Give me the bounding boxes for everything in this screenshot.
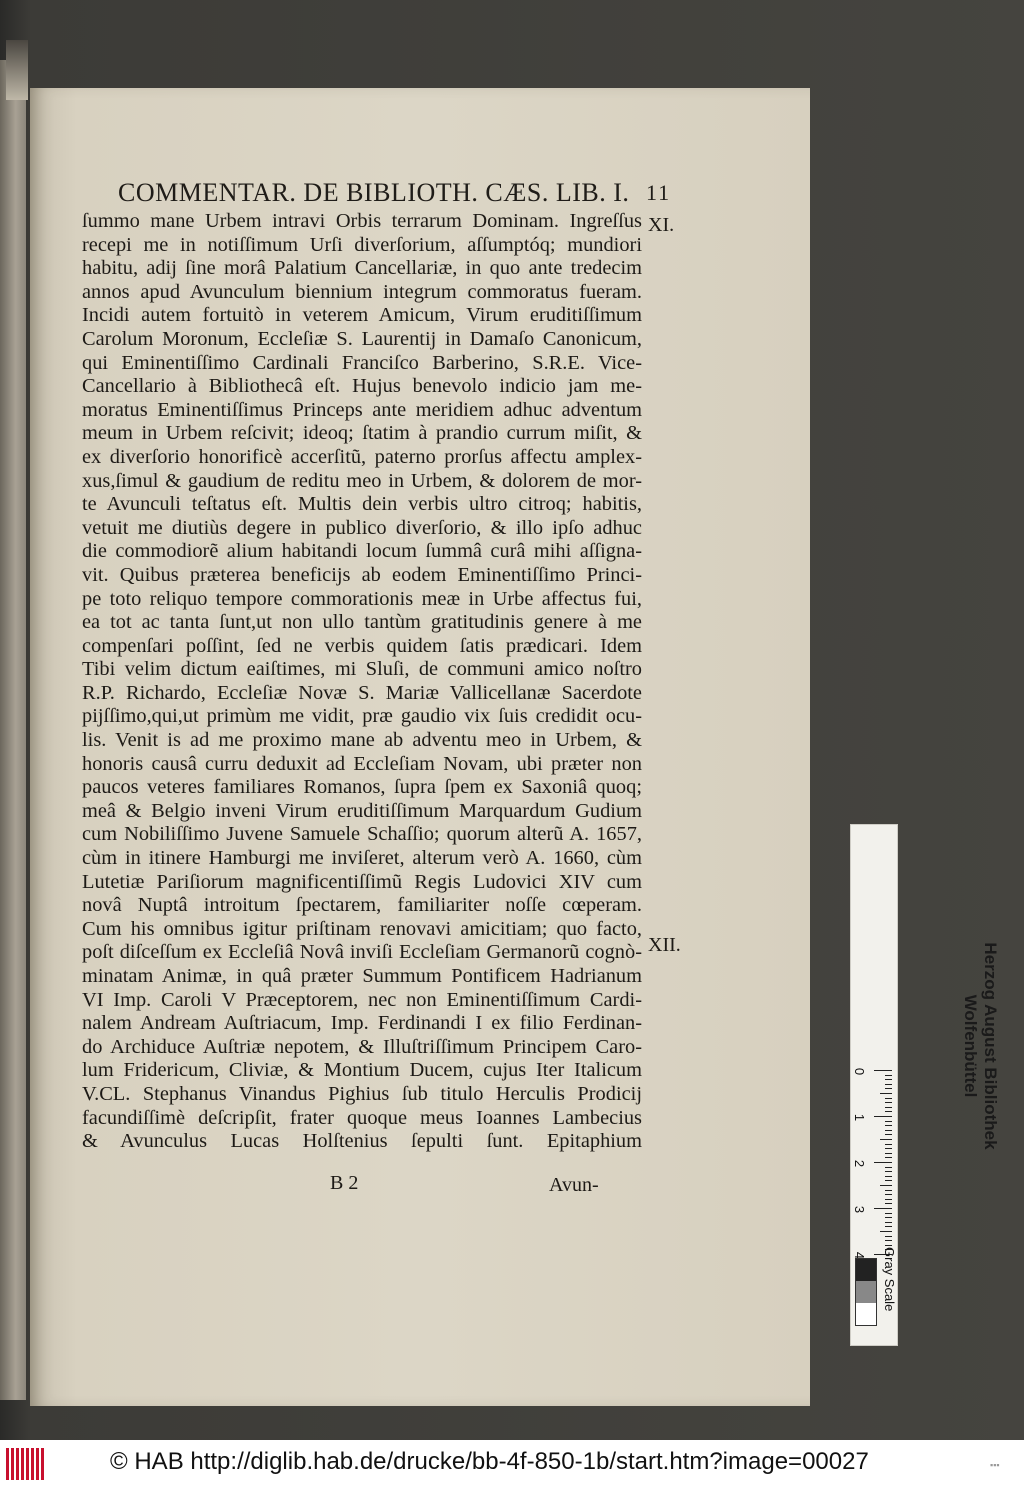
ruler-tick <box>885 1240 892 1241</box>
text-line: honoris causâ curru deduxit ad Eccleſiam Novam, ubi præter non <box>82 752 642 775</box>
ruler-tick <box>885 1222 892 1223</box>
text-line: Incidi autem fortuitò in veterem Amicum, Virum eruditiſſimum <box>82 304 642 327</box>
text-line: nalem Andream Auſtriacum, Imp. Ferdinandi I ex filio Ferdinan- <box>82 1012 642 1035</box>
library-city: Wolfenbüttel <box>961 994 980 1098</box>
library-name: Herzog August Bibliothek <box>981 942 1000 1150</box>
ruler-tick <box>874 1162 892 1163</box>
ruler-tick <box>880 1231 892 1232</box>
text-line: R.P. Richardo, Eccleſiæ Novæ S. Mariæ Vallicellanæ Sacerdote <box>82 681 642 704</box>
text-line: ex diverſorio honorificè accerſitũ, paterno prorſus affectu amplex- <box>82 445 642 468</box>
ruler-tick <box>885 1125 892 1126</box>
ruler-tick <box>885 1245 892 1246</box>
running-head: COMMENTAR. DE BIBLIOTH. CÆS. LIB. I. <box>118 178 630 207</box>
margin-note-xii: XII. <box>648 934 681 956</box>
text-line: vit. Quibus præterea beneficijs ab eodem Eminentiſſimo Princi- <box>82 563 642 586</box>
text-line: meum in Urbem reſcivit; ideoq; ſtatim à prandio currum miſit, & <box>82 422 642 445</box>
text-line: pe toto reliquo tempore commorationis meæ in Urbe affectus fui, <box>82 587 642 610</box>
page-number: 11 <box>646 180 672 205</box>
page-corner-shadow <box>6 40 28 100</box>
ruler-tick <box>880 1139 892 1140</box>
ruler-tick <box>885 1203 892 1204</box>
ruler-number: 2 <box>852 1159 868 1168</box>
ruler-tick <box>874 1208 892 1209</box>
text-line: poſt diſceſſum ex Eccleſiâ Novâ inviſi Eccleſiam Germanorũ cognò- <box>82 941 642 964</box>
ruler <box>852 1067 896 1260</box>
previous-page-edge <box>0 60 26 1400</box>
ruler-tick <box>880 1185 892 1186</box>
ruler-number: 4 <box>852 1251 868 1260</box>
text-line: novâ Nuptâ introitum ſpectarem, familiariter noſſe cœperam. <box>82 894 642 917</box>
ruler-tick <box>885 1153 892 1154</box>
footer-bar <box>0 1440 1024 1488</box>
text-line: Carolum Moronum, Eccleſiæ S. Laurentij in Damaſo Canonicum, <box>82 327 642 350</box>
text-line: VI Imp. Caroli V Præceptorem, nec non Eminentiſſimum Cardi- <box>82 988 642 1011</box>
text-line: ſummo mane Urbem intravi Orbis terrarum Dominam. Ingreſſus <box>82 210 642 232</box>
signature-mark: B 2 <box>330 1172 359 1194</box>
text-line: meâ & Belgio inveni Virum eruditiſſimum Marquardum Gudium <box>82 799 642 822</box>
ruler-tick <box>885 1111 892 1112</box>
text-line: Cum his omnibus igitur priſtinam renovavi amicitiam; quo facto, <box>82 917 642 940</box>
ruler-tick <box>885 1088 892 1089</box>
ruler-tick <box>885 1144 892 1145</box>
gray-scale-label: Gray Scale <box>882 1247 897 1312</box>
library-label <box>948 896 1000 1196</box>
ruler-tick <box>885 1121 892 1122</box>
ruler-tick <box>885 1176 892 1177</box>
ruler-tick <box>885 1167 892 1168</box>
text-line: cum Nobiliſſimo Juvene Samuele Schaſſio; quorum alterũ A. 1657, <box>82 823 642 846</box>
text-line: habitu, adij ſine morâ Palatium Cancellariæ, in quo ante tredecim <box>82 257 642 280</box>
ruler-tick <box>885 1084 892 1085</box>
text-line: ea tot ac tanta ſunt,ut non ullo tantùm gratitudinis genere à me <box>82 611 642 634</box>
text-line: lis. Venit is ad me proximo mane ab adventu meo in Urbem, & <box>82 729 642 752</box>
ruler-tick <box>885 1148 892 1149</box>
ruler-tick <box>874 1116 892 1117</box>
text-line: xus,ſimul & gaudium de reditu meo in Urbem, & dolorem de mor- <box>82 469 642 492</box>
text-line: qui Eminentiſſimo Cardinali Franciſco Barberino, S.R.E. Vice- <box>82 351 642 374</box>
text-line: V.CL. Stephanus Vinandus Pighius ſub titulo Herculis Prodicij <box>82 1082 642 1105</box>
gray-scale-swatch <box>855 1258 877 1326</box>
catchword: Avun- <box>549 1174 599 1196</box>
text-line: vetuit me diutiùs degere in publico diverſorio, & illo ipſo adhuc <box>82 516 642 539</box>
footer-url[interactable]: © HAB http://diglib.hab.de/drucke/bb-4f-850-1b/start.htm?image=00027 <box>110 1448 869 1475</box>
ruler-tick <box>885 1075 892 1076</box>
ruler-number: 0 <box>852 1067 868 1076</box>
ruler-tick <box>885 1171 892 1172</box>
ruler-tick <box>885 1194 892 1195</box>
footer-marks: ▪▪▪ <box>990 1460 1000 1470</box>
ruler-tick <box>885 1236 892 1237</box>
text-line: moratus Eminentiſſimus Princeps ante meridiem adhuc adventum <box>82 398 642 421</box>
ruler-tick <box>885 1102 892 1103</box>
ruler-tick <box>885 1079 892 1080</box>
text-line: cùm in itinere Hamburgi me inviſeret, alterum verò A. 1660, cùm <box>82 847 642 870</box>
hab-logo-icon <box>6 1448 46 1480</box>
text-line: pijſſimo,qui,ut primùm me vidit, præ gaudio vix ſuis credidit ocu- <box>82 705 642 728</box>
text-line: recepi me in notiſſimum Urſi diverſorium, aſſumptóq; mundiori <box>82 233 642 256</box>
ruler-tick <box>885 1098 892 1099</box>
text-line: Lutetiæ Pariſiorum magnificentiſſimũ Regis Ludovici XIV cum <box>82 870 642 893</box>
text-line: compenſari poſſint, ſed ne verbis quidem ſatis prædicari. Idem <box>82 634 642 657</box>
ruler-number: 1 <box>852 1113 868 1122</box>
ruler-number: 3 <box>852 1205 868 1214</box>
body-text <box>82 210 642 1154</box>
text-line: Cancellario à Bibliothecâ eſt. Hujus benevolo indicio jam me- <box>82 375 642 398</box>
ruler-tick <box>885 1217 892 1218</box>
ruler-tick <box>885 1226 892 1227</box>
margin-note-xi: XI. <box>648 214 675 236</box>
ruler-tick <box>874 1070 892 1071</box>
ruler-tick <box>885 1180 892 1181</box>
ruler-tick <box>885 1190 892 1191</box>
ruler-tick <box>885 1157 892 1158</box>
text-line: te Avunculi teſtatus eſt. Multis dein verbis ultro citroq; habitis, <box>82 493 642 516</box>
text-line: die commodiorẽ alium habitandi locum ſummâ curâ mihi aſſigna- <box>82 540 642 563</box>
ruler-tick <box>880 1093 892 1094</box>
ruler-tick <box>885 1134 892 1135</box>
text-line: paucos veteres familiares Romanos, ſupra ſpem ex Saxoniâ quoq; <box>82 776 642 799</box>
ruler-tick <box>885 1107 892 1108</box>
text-line: do Archiduce Auſtriæ nepotem, & Illuſtriſſimum Principem Caro- <box>82 1035 642 1058</box>
ruler-tick <box>885 1130 892 1131</box>
text-line: & Avunculus Lucas Holſtenius ſepulti ſunt. Epitaphium <box>82 1130 642 1153</box>
text-line: annos apud Avunculum biennium integrum commoratus fueram. <box>82 280 642 303</box>
text-line: lum Fridericum, Cliviæ, & Montium Ducem, cujus Iter Italicum <box>82 1059 642 1082</box>
text-line: Tibi velim dictum eaiſtimes, mi Sluſi, de communi amico noſtro <box>82 658 642 681</box>
text-line: minatam Animæ, in quâ præter Summum Pontificem Hadrianum <box>82 965 642 987</box>
ruler-tick <box>885 1199 892 1200</box>
ruler-tick <box>885 1213 892 1214</box>
text-line: facundiſſimè deſcripſit, frater quoque meus Ioannes Lambecius <box>82 1106 642 1129</box>
